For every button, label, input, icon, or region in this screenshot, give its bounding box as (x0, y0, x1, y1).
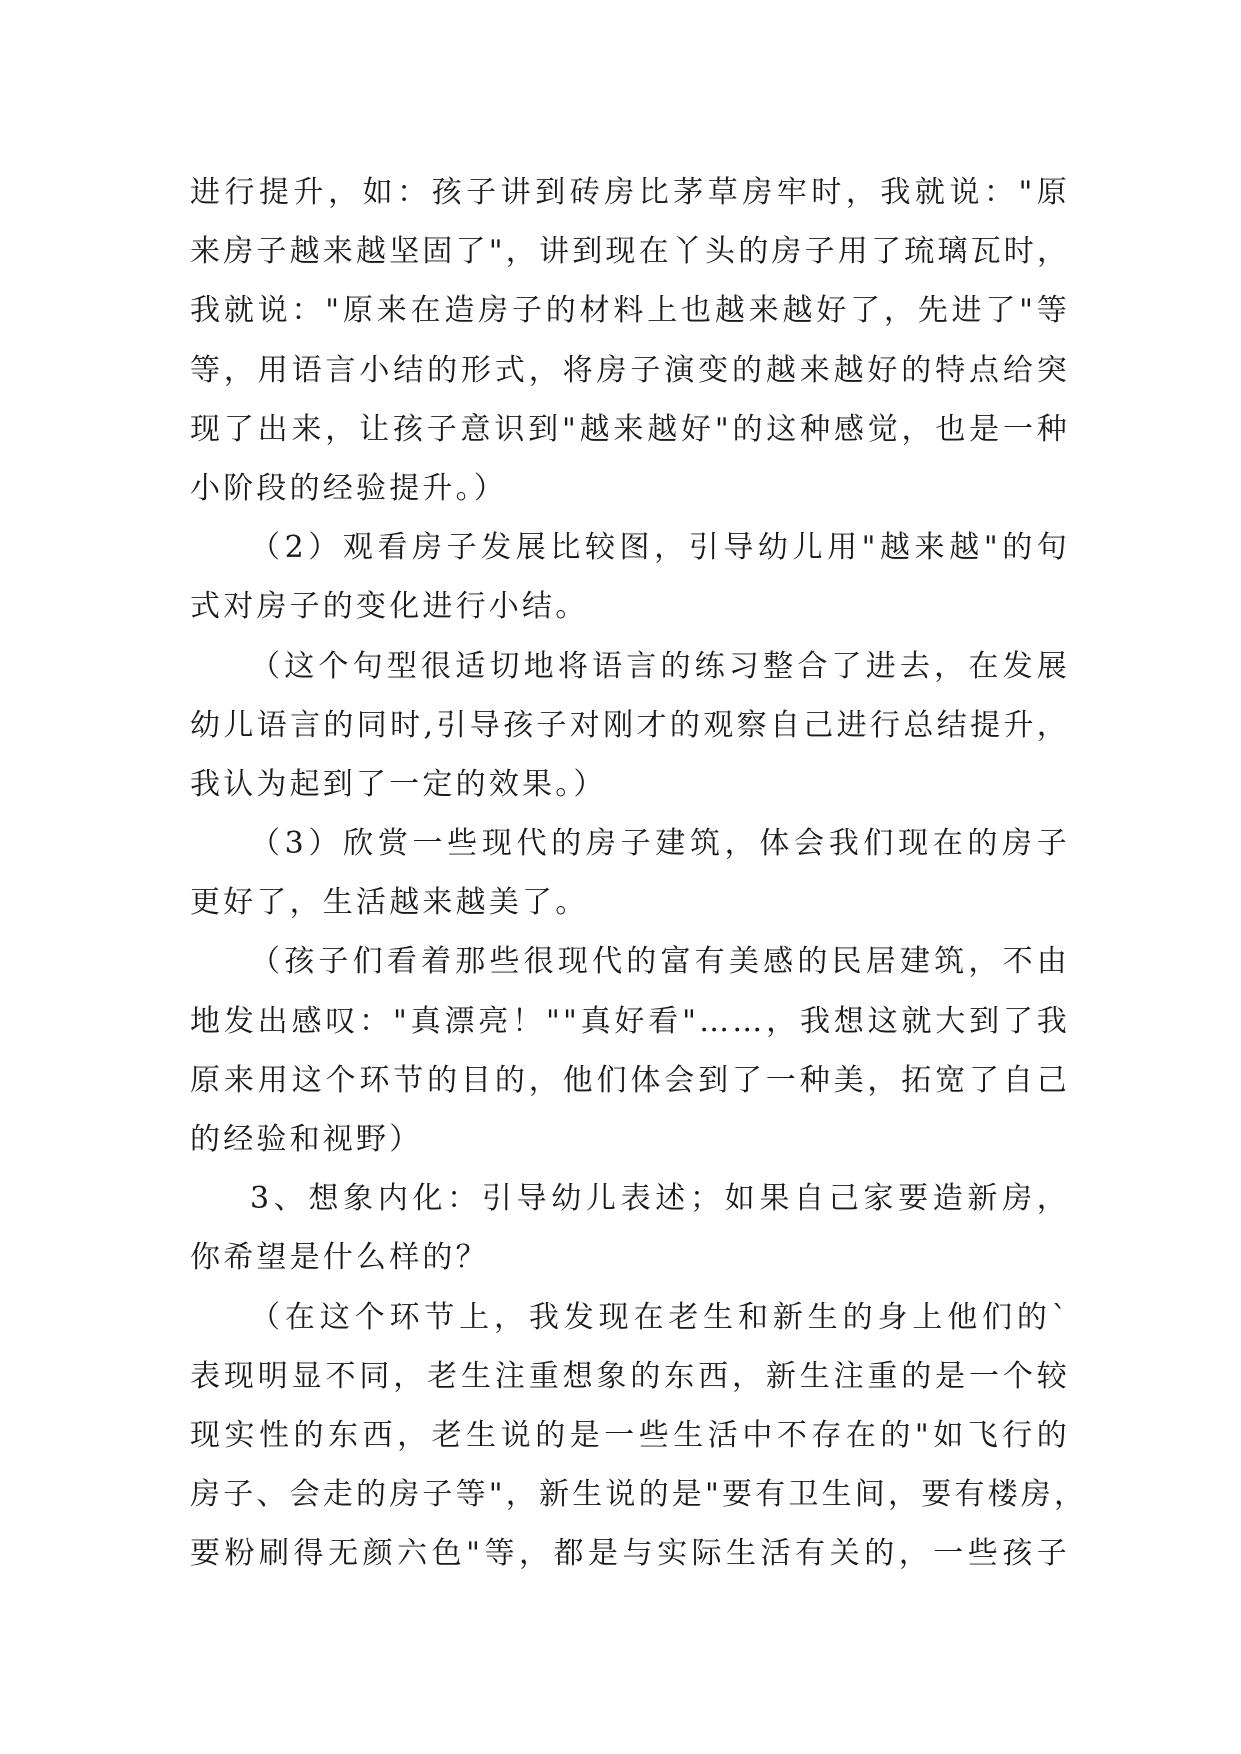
text-line: 表现明显不同，老生注重想象的东西，新生注重的是一个较 (190, 1358, 1070, 1394)
text-line: 现实性的东西，老生说的是一些生活中不存在的"如飞行的 (190, 1417, 1070, 1453)
text-line: 进行提升，如：孩子讲到砖房比茅草房牢时，我就说："原 (190, 175, 1070, 210)
text-line: 来房子越来越坚固了"，讲到现在丫头的房子用了琉璃瓦时， (190, 234, 1071, 270)
text-line: 3、想象内化：引导幼儿表述；如果自己家要造新房， (250, 1181, 1070, 1217)
text-line: 我认为起到了一定的效果。） (190, 766, 607, 802)
text-line: 更好了，生活越来越美了。 (190, 885, 589, 921)
text-line: 你希望是什么样的？ (190, 1240, 489, 1276)
text-line: 我就说："原来在造房子的材料上也越来越好了，先进了"等 (190, 293, 1070, 329)
body-text (190, 163, 1088, 1584)
text-line: 房子、会走的房子等"，新生说的是"要有卫生间，要有楼房， (190, 1477, 1088, 1513)
text-line: 的经验和视野） (190, 1122, 423, 1157)
text-line: （这个句型很适切地将语言的练习整合了进去，在发展 (250, 648, 1070, 684)
text-line: （2）观看房子发展比较图，引导幼儿用"越来越"的句 (250, 530, 1070, 566)
text-line: 式对房子的变化进行小结。 (190, 589, 589, 625)
text-line: （3）欣赏一些现代的房子建筑，体会我们现在的房子 (250, 826, 1070, 862)
text-line: （在这个环节上，我发现在老生和新生的身上他们的` (250, 1299, 1070, 1335)
text-line: 现了出来，让孩子意识到"越来越好"的这种感觉，也是一种 (190, 411, 1070, 447)
text-line: 要粉刷得无颜六色"等，都是与实际生活有关的，一些孩子 (190, 1536, 1070, 1572)
text-line: （孩子们看着那些很现代的富有美感的民居建筑，不由 (250, 944, 1070, 980)
text-line: 地发出感叹："真漂亮！""真好看"……，我想这就大到了我 (190, 1003, 1070, 1039)
text-line: 等，用语言小结的形式，将房子演变的越来越好的特点给突 (190, 352, 1070, 388)
text-line: 原来用这个环节的目的，他们体会到了一种美，拓宽了自己 (190, 1062, 1070, 1098)
text-line: 幼儿语言的同时,引导孩子对刚才的观察自己进行总结提升， (190, 707, 1070, 743)
text-line: 小阶段的经验提升。） (190, 470, 507, 506)
